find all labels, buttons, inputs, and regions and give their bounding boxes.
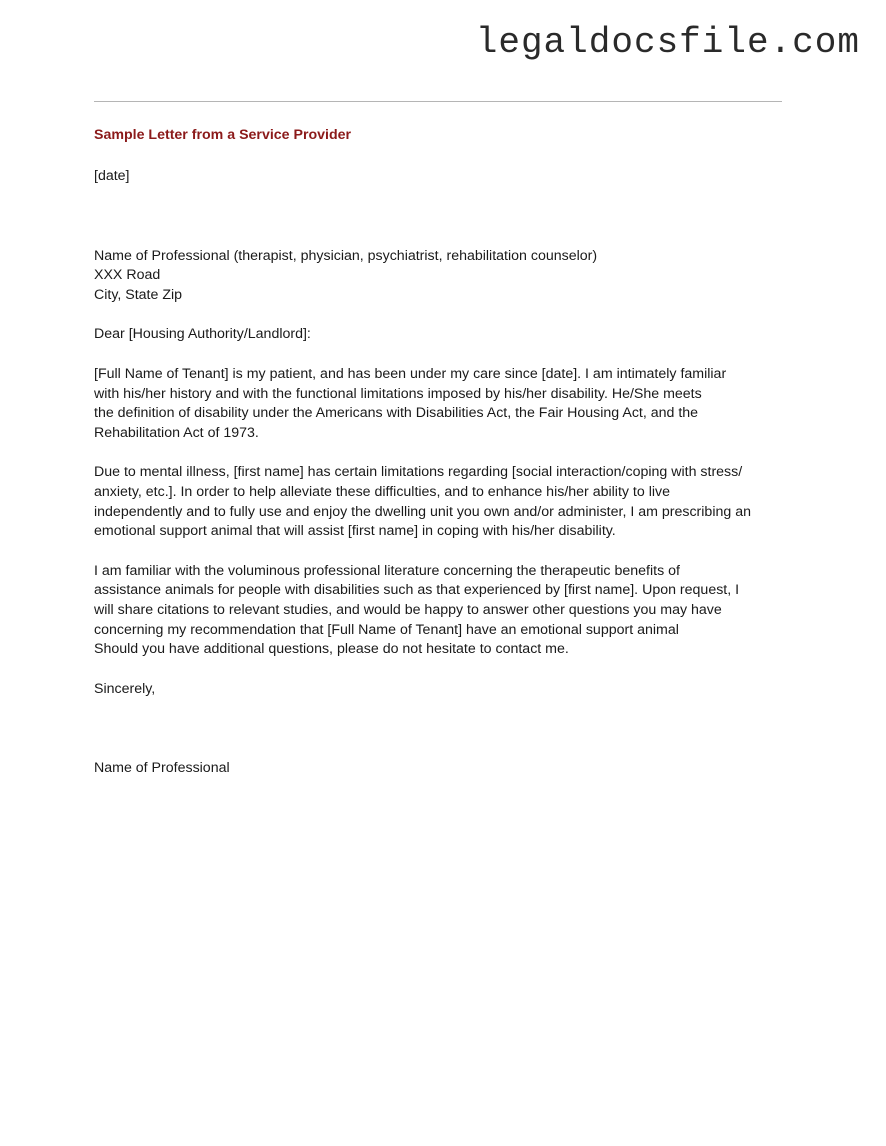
- paragraph-2-line: independently and to fully use and enjoy the dwelling unit you own and/or administer, I am prescribing an: [94, 503, 751, 520]
- signature: [94, 759, 784, 779]
- letter-title: Sample Letter from a Service Provider: [94, 127, 352, 143]
- salutation-text: Dear [Housing Authority/Landlord]:: [94, 326, 311, 343]
- paragraph-2-line: emotional support animal that will assist [first name] in coping with his/her disability.: [94, 523, 616, 540]
- date-text: [date]: [94, 168, 130, 184]
- paragraph-3-line: I am familiar with the voluminous professional literature concerning the therapeutic benefits of: [94, 562, 680, 579]
- paragraph-3-line: Should you have additional questions, please do not hesitate to contact me.: [94, 641, 569, 658]
- address-line-3: City, State Zip: [94, 286, 183, 303]
- paragraph-2-line: anxiety, etc.]. In order to help alleviate these difficulties, and to enhance his/her ability to live: [94, 483, 670, 500]
- closing-text: Sincerely,: [94, 680, 156, 697]
- signature-text: Name of Professional: [94, 760, 230, 777]
- site-watermark: legaldocsfile.com: [475, 22, 860, 63]
- recipient-address: [94, 247, 784, 306]
- address-line-1: Name of Professional (therapist, physician, psychiatrist, rehabilitation counselor): [94, 247, 598, 264]
- paragraph-3-line: will share citations to relevant studies, and would be happy to answer other questions you may have: [94, 601, 722, 618]
- paragraph-3-line: concerning my recommendation that [Full Name of Tenant] have an emotional support animal: [94, 621, 679, 638]
- closing: [94, 680, 784, 700]
- paragraph-2: [94, 463, 784, 541]
- header-divider: [94, 101, 782, 102]
- paragraph-3: [94, 562, 784, 660]
- paragraph-1-line: with his/her history and with the functional limitations imposed by his/her disability. He/She meets: [94, 385, 702, 402]
- paragraph-1-line: the definition of disability under the Americans with Disabilities Act, the Fair Housing Act, and the: [94, 405, 699, 422]
- salutation: [94, 325, 784, 345]
- letter-body: [94, 126, 784, 779]
- letter-date: [94, 167, 784, 187]
- paragraph-3-line: assistance animals for people with disabilities such as that experienced by [first name]. Upon request, I: [94, 582, 740, 599]
- paragraph-1-line: Rehabilitation Act of 1973.: [94, 424, 259, 441]
- paragraph-1-line: [Full Name of Tenant] is my patient, and has been under my care since [date]. I am intimately familiar: [94, 365, 727, 382]
- address-line-2: XXX Road: [94, 267, 161, 284]
- paragraph-1: [94, 365, 784, 443]
- paragraph-2-line: Due to mental illness, [first name] has certain limitations regarding [social interaction/coping with stress/: [94, 464, 743, 481]
